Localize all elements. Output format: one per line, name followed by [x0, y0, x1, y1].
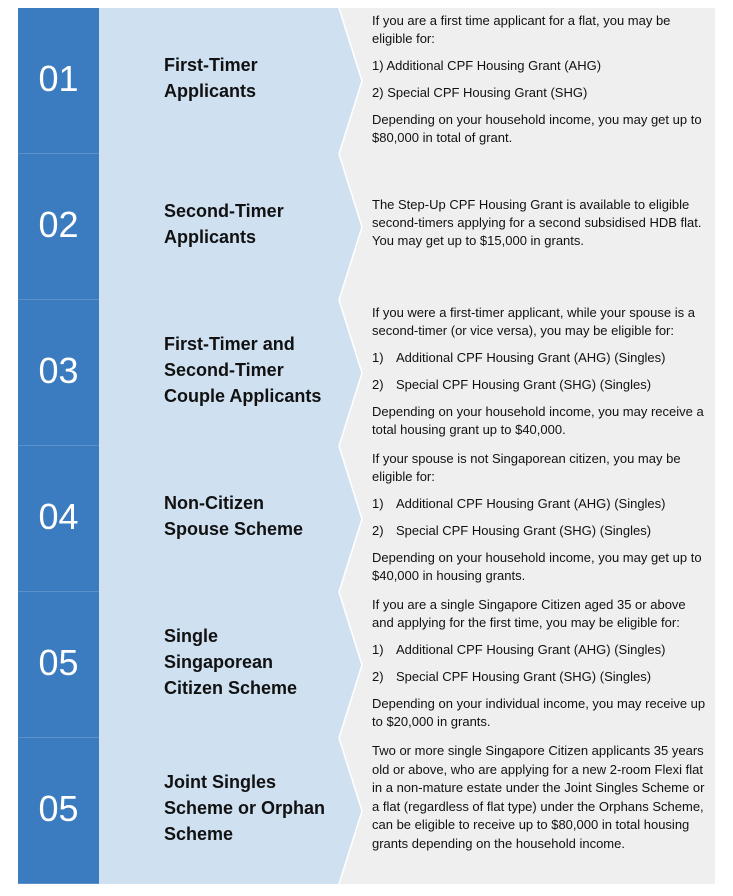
scheme-title-line: Spouse Scheme — [164, 519, 304, 539]
row-number-column — [18, 738, 99, 884]
description-outro: Depending on your individual income, you may receive up to $20,000 in grants. — [372, 696, 706, 729]
scheme-title-line: Joint Singles — [164, 772, 277, 792]
list-item-number: 2) — [372, 377, 384, 392]
list-item-number: 2) — [372, 523, 384, 538]
grant-list-item — [372, 668, 708, 686]
scheme-title — [164, 52, 344, 104]
scheme-title-line: Single — [164, 626, 219, 646]
scheme-title — [164, 490, 344, 542]
scheme-row — [18, 154, 715, 300]
row-number-column — [18, 446, 99, 592]
grant-list-item — [372, 84, 708, 102]
scheme-title-line: Second-Timer — [164, 201, 284, 221]
scheme-title-line: Scheme or Orphan — [164, 798, 326, 818]
list-item-number: 1) — [372, 350, 384, 365]
description-intro: If you are a first time applicant for a flat, you may be eligible for: — [372, 13, 671, 46]
grant-list-item — [372, 641, 708, 659]
list-item-text: Additional CPF Housing Grant (AHG) (Singles) — [396, 350, 666, 365]
description-intro: If your spouse is not Singaporean citizen, you may be eligible for: — [372, 451, 681, 484]
grant-list-item — [372, 522, 708, 540]
scheme-description — [372, 304, 708, 448]
grant-list-item — [372, 349, 708, 367]
scheme-title — [164, 769, 344, 847]
grant-list-item — [372, 376, 708, 394]
list-item-text: Additional CPF Housing Grant (AHG) (Singles) — [396, 496, 666, 511]
row-number: 01 — [38, 58, 79, 99]
scheme-description — [372, 12, 708, 156]
list-item-text: Additional CPF Housing Grant (AHG) — [386, 58, 602, 73]
description-outro: Depending on your household income, you may get up to $80,000 in total of grant. — [372, 112, 702, 145]
scheme-row — [18, 592, 715, 738]
row-number: 05 — [38, 788, 79, 829]
row-number: 04 — [38, 496, 79, 537]
list-item-text: Special CPF Housing Grant (SHG) (Singles) — [396, 523, 652, 538]
row-number-column — [18, 8, 99, 154]
scheme-title-line: Applicants — [164, 227, 257, 247]
row-number: 05 — [38, 642, 79, 683]
scheme-title — [164, 331, 344, 409]
description-intro: If you were a first-timer applicant, while your spouse is a second-timer (or vice versa), you may be eligible for: — [372, 305, 695, 338]
scheme-title-line: Scheme — [164, 824, 234, 844]
row-number-column — [18, 300, 99, 446]
scheme-title-line: Citizen Scheme — [164, 678, 298, 698]
description-outro: Depending on your household income, you may get up to $40,000 in housing grants. — [372, 550, 702, 583]
scheme-title-line: Singaporean — [164, 652, 274, 672]
scheme-title-line: Applicants — [164, 81, 257, 101]
scheme-title-line: First-Timer — [164, 55, 258, 75]
scheme-description — [372, 450, 708, 594]
list-item-number: 1) — [372, 58, 384, 73]
grant-schemes-panel — [18, 8, 715, 884]
scheme-description — [372, 596, 708, 740]
row-number-column — [18, 154, 99, 300]
list-item-number: 1) — [372, 496, 384, 511]
scheme-title-line: Second-Timer — [164, 360, 284, 380]
scheme-description — [372, 196, 708, 259]
list-item-text: Special CPF Housing Grant (SHG) (Singles) — [396, 669, 652, 684]
list-item-text: Special CPF Housing Grant (SHG) — [387, 85, 588, 100]
row-number: 02 — [38, 204, 79, 245]
scheme-row — [18, 738, 715, 884]
scheme-description — [372, 742, 708, 862]
scheme-row — [18, 300, 715, 446]
list-item-number: 1) — [372, 642, 384, 657]
scheme-title — [164, 623, 344, 701]
scheme-row — [18, 8, 715, 154]
list-item-text: Additional CPF Housing Grant (AHG) (Singles) — [396, 642, 666, 657]
description-intro: Two or more single Singapore Citizen applicants 35 years old or above, who are applying for a new 2-room Flexi flat in a non-mature estate under the Joint Singles Scheme or a flat (regardless of flat type) under the Orphans Scheme, can be eligible to receive up to $80,000 in total housing grants depending on the household income. — [372, 743, 705, 851]
row-number: 03 — [38, 350, 79, 391]
grant-list-item — [372, 495, 708, 513]
list-item-number: 2) — [372, 669, 384, 684]
scheme-row — [18, 446, 715, 592]
description-intro: The Step-Up CPF Housing Grant is available to eligible second-timers applying for a second subsidised HDB flat. You may get up to $15,000 in grants. — [372, 197, 702, 248]
row-number-column — [18, 592, 99, 738]
list-item-text: Special CPF Housing Grant (SHG) (Singles) — [396, 377, 652, 392]
list-item-number: 2) — [372, 85, 384, 100]
scheme-title-line: First-Timer and — [164, 334, 295, 354]
scheme-title-line: Couple Applicants — [164, 386, 322, 406]
description-intro: If you are a single Singapore Citizen aged 35 or above and applying for the first time, you may be eligible for: — [372, 597, 686, 630]
scheme-title — [164, 198, 344, 250]
description-outro: Depending on your household income, you may receive a total housing grant up to $40,000. — [372, 404, 704, 437]
grant-list-item — [372, 57, 708, 75]
scheme-title-line: Non-Citizen — [164, 493, 264, 513]
